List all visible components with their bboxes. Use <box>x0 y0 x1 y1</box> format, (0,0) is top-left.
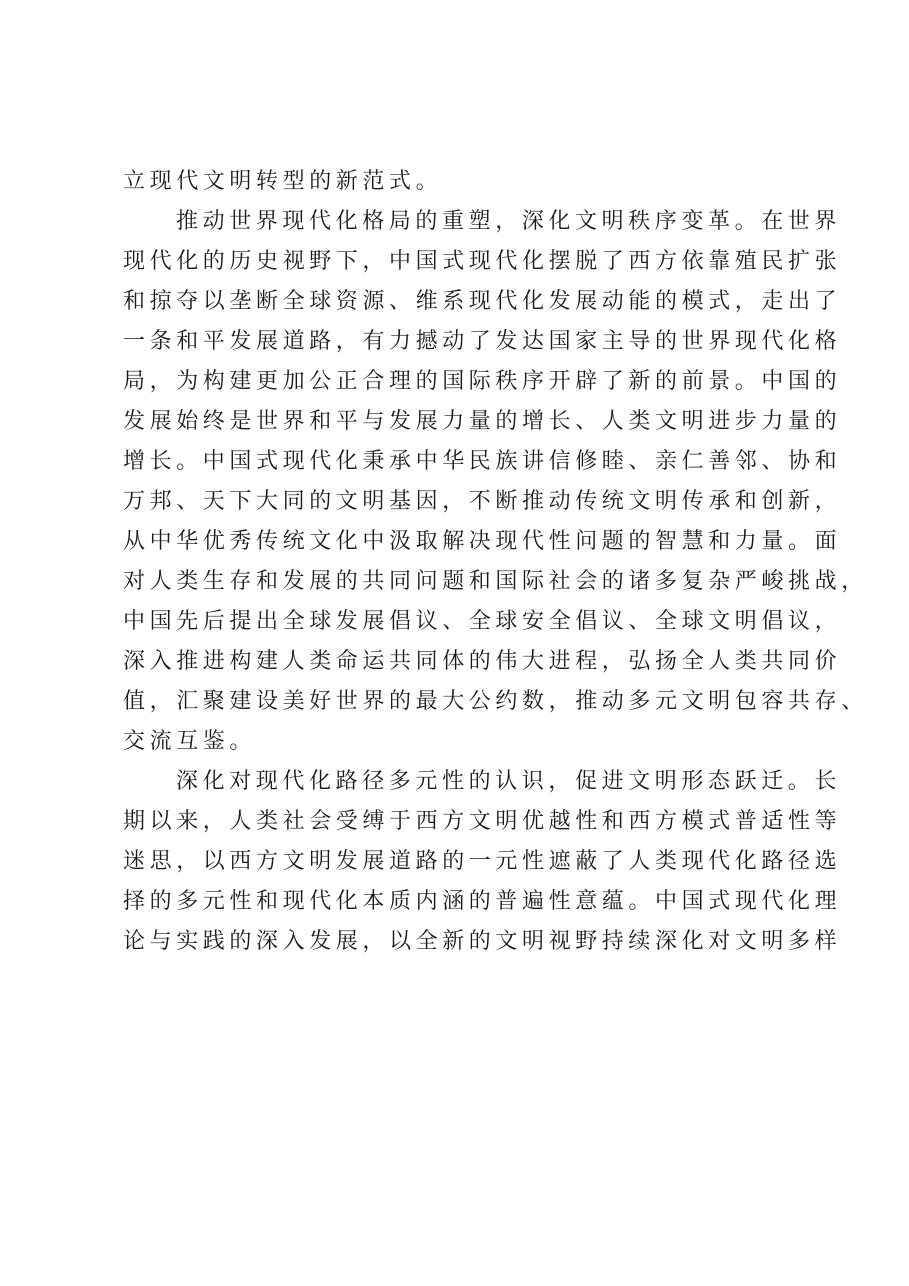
text-line: 论与实践的深入发展，以全新的文明视野持续深化对文明多样 <box>123 929 842 954</box>
paragraph-start-line: 推动世界现代化格局的重塑，深化文明秩序变革。在世界 <box>176 209 842 234</box>
text-line: 中国先后提出全球发展倡议、全球安全倡议、全球文明倡议， <box>123 609 842 634</box>
text-line: 一条和平发展道路，有力撼动了发达国家主导的世界现代化格 <box>123 329 842 354</box>
text-line: 增长。中国式现代化秉承中华民族讲信修睦、亲仁善邻、协和 <box>123 449 842 474</box>
text-line: 发展始终是世界和平与发展力量的增长、人类文明进步力量的 <box>123 409 842 434</box>
document-body <box>123 162 868 962</box>
text-line: 立现代文明转型的新范式。 <box>123 169 443 194</box>
text-line: 现代化的历史视野下，中国式现代化摆脱了西方依靠殖民扩张 <box>123 249 842 274</box>
text-line: 对人类生存和发展的共同问题和国际社会的诸多复杂严峻挑战， <box>123 569 868 594</box>
text-line: 迷思，以西方文明发展道路的一元性遮蔽了人类现代化路径选 <box>123 849 842 874</box>
text-line: 和掠夺以垄断全球资源、维系现代化发展动能的模式，走出了 <box>123 289 842 314</box>
text-line: 交流互鉴。 <box>123 729 257 754</box>
text-line: 期以来，人类社会受缚于西方文明优越性和西方模式普适性等 <box>123 809 842 834</box>
text-line: 深入推进构建人类命运共同体的伟大进程，弘扬全人类共同价 <box>123 649 842 674</box>
text-line: 择的多元性和现代化本质内涵的普遍性意蕴。中国式现代化理 <box>123 889 842 914</box>
text-line: 值，汇聚建设美好世界的最大公约数，推动多元文明包容共存、 <box>123 689 868 714</box>
text-line: 局，为构建更加公正合理的国际秩序开辟了新的前景。中国的 <box>123 369 842 394</box>
paragraph-start-line: 深化对现代化路径多元性的认识，促进文明形态跃迁。长 <box>176 769 842 794</box>
text-line: 从中华优秀传统文化中汲取解决现代性问题的智慧和力量。面 <box>123 529 842 554</box>
text-line: 万邦、天下大同的文明基因，不断推动传统文明传承和创新， <box>123 489 842 514</box>
